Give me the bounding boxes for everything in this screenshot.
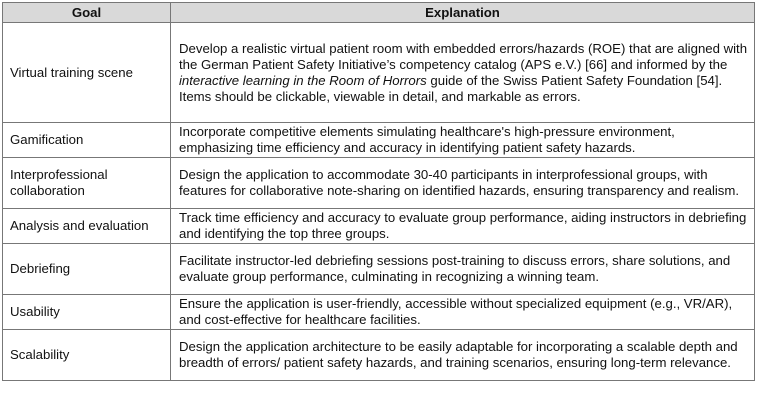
explanation-cell: Design the application architecture to be easily adaptable for incorporating a scalable depth and breadth of errors/ patient safety hazards, and training scenarios, ensuring long-term relevance. [171,330,755,381]
explanation-cell [171,23,755,123]
table-header-row [3,3,755,23]
explanation-cell: Track time efficiency and accuracy to evaluate group performance, aiding instructors in debriefing and identifying the top three groups. [171,209,755,244]
explanation-column-header: Explanation [171,3,755,23]
goal-cell: Analysis and evaluation [3,209,171,244]
explanation-text: guide of the Swiss Patient Safety Foundation [54]. Items should be clickable, viewable in detail, and markable as errors. [179,72,723,104]
goal-cell: Virtual training scene [3,23,171,123]
goal-cell: Debriefing [3,244,171,295]
table-row [3,123,755,158]
goals-table [2,2,755,381]
explanation-cell: Design the application to accommodate 30-40 participants in interprofessional groups, with features for collaborative note-sharing on identified hazards, ensuring transparency and realism. [171,158,755,209]
goal-cell: Gamification [3,123,171,158]
explanation-cell: Facilitate instructor-led debriefing sessions post-training to discuss errors, share solutions, and evaluate group performance, culminating in recognizing a winning team. [171,244,755,295]
table-row [3,244,755,295]
guide-title: interactive learning in the Room of Horrors [179,72,427,88]
explanation-text: Develop a realistic virtual patient room with embedded errors/hazards (ROE) that are aligned with the German Patient Safety Initiative’s competency catalog (APS e.V.) [66] and informed by the [179,40,748,72]
goal-cell: Scalability [3,330,171,381]
goal-column-header: Goal [3,3,171,23]
table-row [3,330,755,381]
table-row [3,209,755,244]
explanation-cell: Incorporate competitive elements simulating healthcare's high-pressure environment, emphasizing time efficiency and accuracy in identifying patient safety hazards. [171,123,755,158]
table-row [3,158,755,209]
explanation-cell: Ensure the application is user-friendly, accessible without specialized equipment (e.g., VR/AR), and cost-effective for healthcare facilities. [171,295,755,330]
table-row [3,23,755,123]
table-row [3,295,755,330]
goal-cell: Usability [3,295,171,330]
goal-cell: Interprofessional collaboration [3,158,171,209]
